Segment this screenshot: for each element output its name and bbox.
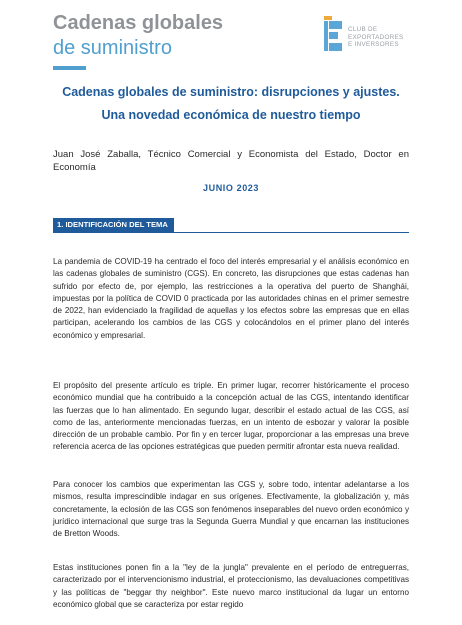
logo-line-1: CLUB DE xyxy=(348,26,378,33)
author-line: Juan José Zaballa, Técnico Comercial y Economista del Estado, Doctor en Economía xyxy=(53,149,409,173)
publication-date: JUNIO 2023 xyxy=(202,183,260,193)
paragraph: Para conocer los cambios que experimentan las CGS y, sobre todo, intentar adelantarse a los mismos, resulta imprescindible indagar en sus orígenes. Efectivamente, la globalización y, más concretamente, la eclosión de las CGS son fenómenos inseparables del nuevo orden económico y jurídico internacional que surge tras la Segunda Guerra Mundial y que encarnan las instituciones de Bretton Woods. xyxy=(53,480,409,539)
paragraph: La pandemia de COVID-19 ha centrado el foco del interés empresarial y el análisis económico en las cadenas globales de suministro (CGS). En concreto, las disrupciones que estas cadenas han sufrido por efecto de, por ejemplo, las restricciones a la operativa del puerto de Shanghái, impuestas por la política de COVID 0 practicada por las autoridades chinas en el primer semestre de 2022, han evidenciado la fragilidad de aquellas y los efectos sobre las empresas que en ellas participan, acelerando los cambios de las CGS y colocándolos en el primer plano del interés económico y empresarial. xyxy=(53,257,409,340)
logo-line-3: E INVERSORES xyxy=(348,41,399,48)
section-header xyxy=(53,218,409,233)
document-title-line-1: Cadenas globales de suministro: disrupciones y ajustes. xyxy=(62,85,400,99)
section-label: 1. IDENTIFICACIÓN DEL TEMA xyxy=(53,218,174,232)
document-title-line-2: Una novedad económica de nuestro tiempo xyxy=(101,108,361,122)
club-exportadores-logo-icon xyxy=(324,16,344,51)
club-logo xyxy=(324,16,424,52)
logo-line-2: EXPORTADORES xyxy=(348,33,404,41)
header-subtitle: de suministro xyxy=(53,37,172,59)
paragraph: Estas instituciones ponen fin a la "ley de la jungla" prevalente en el período de entreguerras, caracterizado por el intervencionismo industrial, el proteccionismo, las devaluaciones competitivas y las políticas de "beggar thy neighbor". Este nuevo marco institucional da lugar un entorno económico global que se caracteriza por estar regido xyxy=(53,563,409,609)
header-accent-rule xyxy=(53,66,86,70)
paragraph: El propósito del presente artículo es triple. En primer lugar, recorrer históricamente el proceso económico mundial que ha contribuido a la concepción actual de las CGS, intentando identificar las fuerzas que lo han alimentado. En segundo lugar, describir el estado actual de las CGS, así como de las, anteriormente mencionadas fuerzas, en un intento de esbozar y valorar la posible dirección de un probable cambio. Por fin y en tercer lugar, proporcionar a las empresas una breve referencia acerca de las opciones estratégicas que pueden permitir afrontar esta nueva realidad. xyxy=(53,381,409,452)
header-title: Cadenas globales xyxy=(53,12,224,34)
